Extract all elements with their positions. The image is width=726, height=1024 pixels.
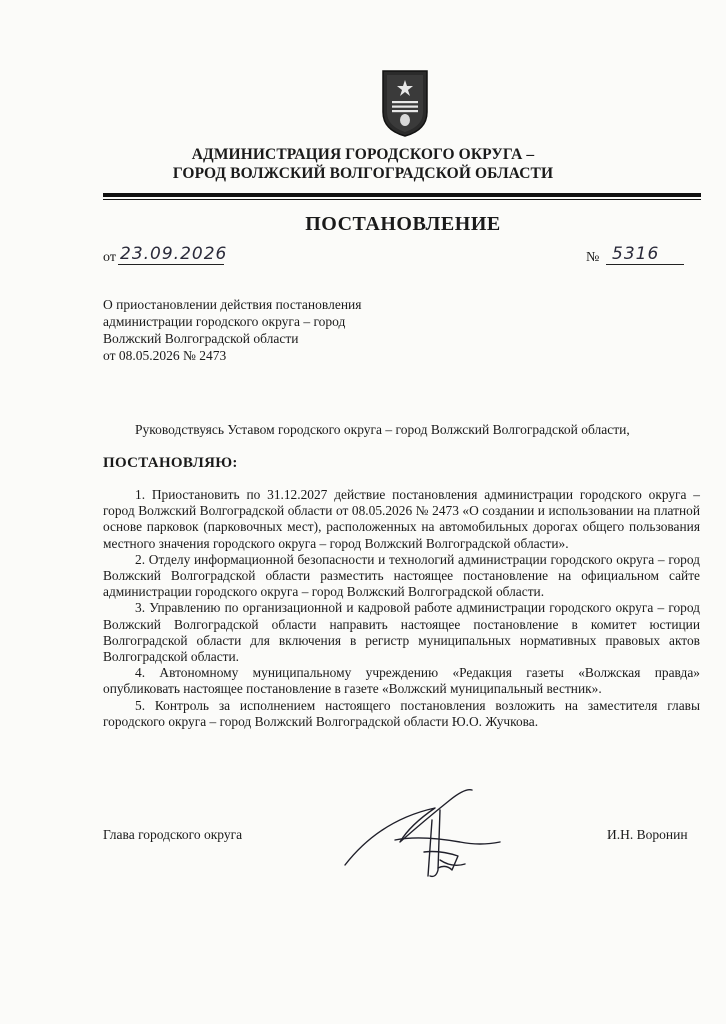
- decree-items: [103, 487, 700, 730]
- subject-line: Волжский Волгоградской области: [103, 331, 299, 346]
- decree-heading: ПОСТАНОВЛЯЮ:: [103, 455, 238, 471]
- org-line-1: АДМИНИСТРАЦИЯ ГОРОДСКОГО ОКРУГА –: [191, 146, 535, 163]
- date-value: 23.09.2026: [120, 244, 228, 264]
- signatory-name: И.Н. Воронин: [607, 827, 688, 842]
- date-label: от: [103, 250, 116, 265]
- number-label: №: [586, 250, 600, 265]
- decree-item-4: 4. Автономному муниципальному учреждению «Редакция газеты «Волжская правда» опубликовать настоящее постановление в газете «Волжский муниципальный вестник».: [103, 665, 700, 697]
- document-type-title: ПОСТАНОВЛЕНИЕ: [305, 213, 501, 235]
- coat-of-arms-icon: [380, 68, 430, 138]
- subject-line: О приостановлении действия постановления: [103, 297, 362, 312]
- decree-item-5: 5. Контроль за исполнением настоящего постановления возложить на заместителя главы городского округа – город Волжский Волгоградской области Ю.О. Жучкова.: [103, 697, 700, 729]
- document-subject: [103, 296, 423, 364]
- handwritten-signature-icon: [340, 780, 510, 880]
- header-divider-thin: [103, 199, 701, 200]
- legal-basis: Руководствуясь Уставом городского округа – город Волжский Волгоградской области,: [135, 422, 630, 437]
- organization-name: [0, 145, 726, 183]
- decree-item-1: 1. Приостановить по 31.12.2027 действие постановления администрации городского округа – город Волжский Волгоградской области от 08.05.2026 № 2473 «О создании и использовании на платной основе парковок (парковочных мест), расположенных на автомобильных дорогах общего пользования местного значения городского округа – город Волжский Волгоградской области».: [103, 487, 700, 551]
- decree-item-2: 2. Отделу информационной безопасности и технологий администрации городского округа – город Волжский Волгоградской области разместить настоящее постановление на официальном сайте администрации городского округа – город Волжский Волгоградской области.: [103, 551, 700, 600]
- header-divider-thick: [103, 193, 701, 197]
- number-value: 5316: [606, 244, 684, 265]
- org-line-2: ГОРОД ВОЛЖСКИЙ ВОЛГОГРАДСКОЙ ОБЛАСТИ: [172, 165, 554, 182]
- signatory-position: Глава городского округа: [103, 827, 243, 842]
- subject-line: от 08.05.2026 № 2473: [103, 348, 227, 363]
- decree-item-3: 3. Управлению по организационной и кадровой работе администрации городского округа – город Волжский Волгоградской области направить настоящее постановление в комитет юстиции Волгоградской области для включения в регистр муниципальных нормативных правовых актов Волгоградской области.: [103, 600, 700, 665]
- subject-line: администрации городского округа – город: [103, 314, 346, 329]
